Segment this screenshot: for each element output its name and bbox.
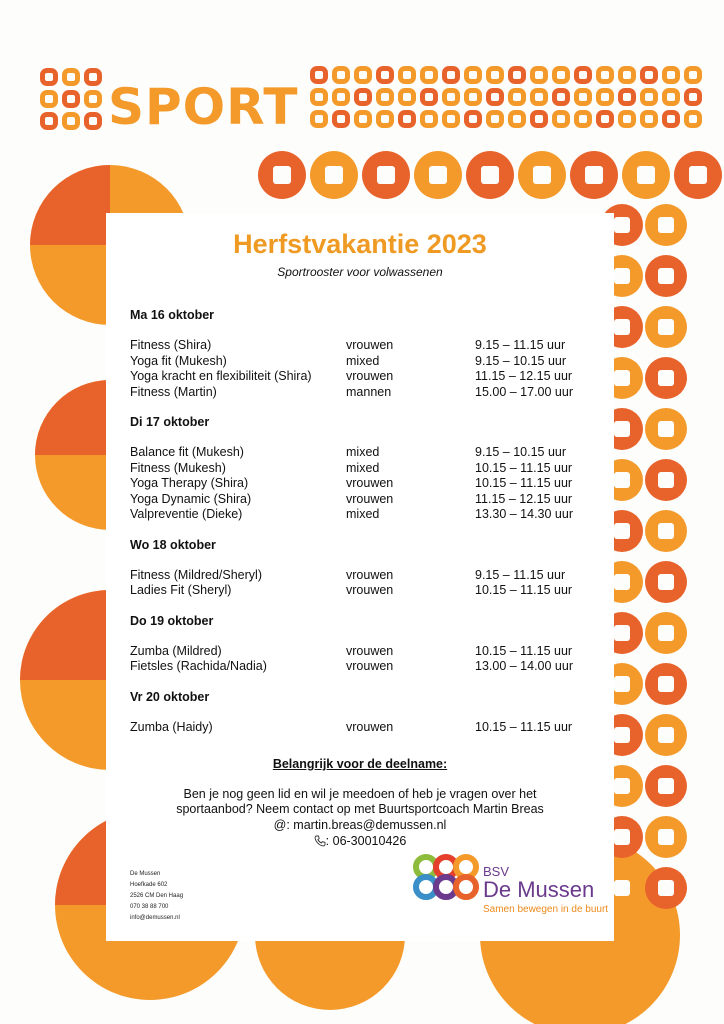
decorative-shape [614,421,630,437]
schedule-row [130,385,590,401]
org-abbreviation: BSV [483,864,510,879]
session-time: 9.15 – 11.15 uur [475,338,566,352]
decorative-shape [614,523,630,539]
decorative-shape [469,93,477,101]
session-time: 10.15 – 11.15 uur [475,583,573,597]
session-activity: Ladies Fit (Sheryl) [130,583,232,597]
decorative-shape [491,115,499,123]
decorative-shape [273,166,291,184]
schedule-row [130,492,590,508]
session-activity: Fietsles (Rachida/Nadia) [130,659,267,673]
session-time: 9.15 – 10.15 uur [475,353,567,368]
decorative-shape [614,829,630,845]
address-phone: 070 38 88 700 [130,904,169,910]
decorative-shape [667,71,675,79]
schedule-row [130,338,590,354]
session-time: 11.15 – 12.15 uur [475,369,573,383]
session-group: vrouwen [346,567,394,582]
day-heading: Ma 16 oktober [130,308,215,322]
decorative-shape [359,93,367,101]
decorative-shape [89,73,97,81]
decorative-shape [533,166,551,184]
schedule-row [130,461,590,477]
decorative-shape [614,217,630,233]
session-time: 9.15 – 11.15 uur [475,567,566,582]
decorative-shape [89,95,97,103]
decorative-shape [658,370,674,386]
schedule-row [130,354,590,370]
decorative-shape [89,117,97,125]
schedule-row [130,659,590,675]
decorative-shape [658,268,674,284]
decorative-shape [585,166,603,184]
schedule-card [106,213,614,941]
address-block [130,869,183,924]
org-tagline: Samen bewegen in de buurt [483,904,609,915]
session-group: vrouwen [346,719,394,734]
session-activity: Fitness (Mukesh) [130,460,226,475]
decorative-shape [535,71,543,79]
decorative-shape [601,93,609,101]
session-group: vrouwen [346,476,394,490]
decorative-shape [447,93,455,101]
decorative-shape [614,625,630,641]
decorative-shape [623,93,631,101]
day-heading: Do 19 oktober [130,613,214,628]
phone-icon [314,835,326,847]
decorative-shape [513,115,521,123]
decorative-shape [658,778,674,794]
decorative-shape [614,472,630,488]
decorative-shape [315,71,323,79]
contact-email: @: martin.breas@demussen.nl [273,818,447,832]
session-group: vrouwen [346,491,394,506]
session-activity: Yoga kracht en flexibiliteit (Shira) [130,369,312,383]
decorative-shape [447,115,455,123]
decorative-shape [645,93,653,101]
day-heading: Wo 18 oktober [130,537,216,552]
decorative-shape [658,523,674,539]
decorative-shape [689,71,697,79]
decorative-shape [557,71,565,79]
day-heading: Di 17 oktober [130,415,210,429]
decorative-shape [579,115,587,123]
session-activity: Fitness (Mildred/Sheryl) [130,567,262,582]
decorative-shape [535,115,543,123]
decorative-shape [491,71,499,79]
decorative-shape [325,166,343,184]
decorative-shape [381,93,389,101]
decorative-shape [425,93,433,101]
decorative-shape [667,115,675,123]
session-time: 10.15 – 11.15 uur [475,476,573,490]
decorative-shape [403,115,411,123]
decorative-shape [658,574,674,590]
address-email: info@demussen.nl [130,915,180,921]
session-group: vrouwen [346,583,394,597]
decorative-shape [447,71,455,79]
schedule-row [130,507,590,523]
decorative-shape [403,93,411,101]
decorative-shape [614,727,630,743]
session-activity: Yoga fit (Mukesh) [130,353,227,368]
decorative-shape [645,71,653,79]
decorative-shape [667,93,675,101]
bsv-logo-icon [411,853,481,911]
decorative-shape [614,574,630,590]
page-subtitle: Sportrooster voor volwassenen [277,265,443,279]
decorative-shape [381,115,389,123]
decorative-shape [623,71,631,79]
decorative-shape [557,93,565,101]
decorative-shape [601,71,609,79]
session-time: 11.15 – 12.15 uur [475,491,573,506]
schedule-row [130,445,590,461]
sport-logo-text: SPORT [108,78,299,136]
decorative-shape [337,71,345,79]
schedule-row [130,568,590,584]
decorative-shape [658,217,674,233]
decorative-shape [601,115,609,123]
decorative-shape [614,370,630,386]
decorative-shape [469,115,477,123]
session-activity: Zumba (Haidy) [130,719,213,734]
contact-phone-number: : 06-30010426 [325,834,407,848]
schedule-row [130,644,590,660]
session-group: mixed [346,353,380,368]
decorative-shape [513,93,521,101]
decorative-shape [557,115,565,123]
schedule-row [130,583,590,599]
decorative-shape [30,165,110,245]
decorative-shape [689,93,697,101]
decorative-shape [658,676,674,692]
schedule-row [130,476,590,492]
decorative-shape [658,829,674,845]
session-time: 13.00 – 14.00 uur [475,659,573,673]
important-heading: Belangrijk voor de deelname: [272,757,448,771]
decorative-shape [67,117,75,125]
session-group: vrouwen [346,338,394,352]
decorative-shape [491,93,499,101]
session-activity: Fitness (Shira) [130,338,212,352]
decorative-shape [645,115,653,123]
session-activity: Yoga Dynamic (Shira) [130,491,252,506]
decorative-shape [45,73,53,81]
decorative-shape [337,115,345,123]
decorative-shape [45,95,53,103]
decorative-shape [658,421,674,437]
address-street: Hoefkade 602 [130,882,168,888]
decorative-shape [658,880,674,896]
schedule-row [130,369,590,385]
session-group: mixed [346,507,380,521]
session-time: 13.30 – 14.30 uur [475,507,573,521]
decorative-shape [658,727,674,743]
session-time: 10.15 – 11.15 uur [475,719,573,734]
decorative-shape [689,115,697,123]
session-group: mixed [346,445,380,459]
page-title: Herfstvakantie 2023 [233,229,487,259]
decorative-shape [614,268,630,284]
session-activity: Fitness (Martin) [130,384,217,399]
org-name: De Mussen [483,877,595,902]
decorative-shape [469,71,477,79]
session-activity: Zumba (Mildred) [130,643,222,658]
decorative-shape [315,115,323,123]
decorative-shape [67,73,75,81]
session-group: vrouwen [346,643,394,658]
decorative-shape [658,319,674,335]
session-group: mannen [346,384,392,399]
schedule-row [130,720,590,736]
decorative-shape [20,590,110,680]
session-time: 15.00 – 17.00 uur [475,384,573,399]
contact-text-line2: sportaanbod? Neem contact op met Buurtsportcoach Martin Breas [176,802,544,816]
decorative-shape [513,71,521,79]
decorative-shape [535,93,543,101]
decorative-shape [579,71,587,79]
contact-text-line1: Ben je nog geen lid en wil je meedoen of heb je vragen over het [183,787,537,801]
decorative-shape [429,166,447,184]
decorative-shape [658,472,674,488]
contact-phone [136,834,584,848]
decorative-shape [381,71,389,79]
decorative-shape [425,115,433,123]
session-group: vrouwen [346,659,394,673]
session-activity: Valpreventie (Dieke) [130,507,243,521]
decorative-shape [658,625,674,641]
decorative-shape [315,93,323,101]
day-heading: Vr 20 oktober [130,689,210,704]
decorative-shape [614,676,630,692]
decorative-shape [425,71,433,79]
decorative-shape [481,166,499,184]
decorative-shape [337,93,345,101]
session-time: 10.15 – 11.15 uur [475,460,573,475]
decorative-shape [689,166,707,184]
address-city: 2526 CM Den Haag [130,893,184,899]
decorative-shape [35,380,110,455]
decorative-shape [377,166,395,184]
session-time: 10.15 – 11.15 uur [475,643,573,658]
session-group: vrouwen [346,369,394,383]
session-activity: Yoga Therapy (Shira) [130,476,249,490]
session-time: 9.15 – 10.15 uur [475,445,567,459]
decorative-shape [637,166,655,184]
decorative-shape [579,93,587,101]
session-group: mixed [346,460,380,475]
decorative-shape [359,115,367,123]
decorative-shape [614,880,630,896]
decorative-shape [614,319,630,335]
decorative-shape [67,95,75,103]
decorative-shape [614,778,630,794]
decorative-shape [403,71,411,79]
decorative-shape [359,71,367,79]
session-activity: Balance fit (Mukesh) [130,445,244,459]
address-name: De Mussen [130,871,161,877]
decorative-shape [45,117,53,125]
decorative-shape [623,115,631,123]
